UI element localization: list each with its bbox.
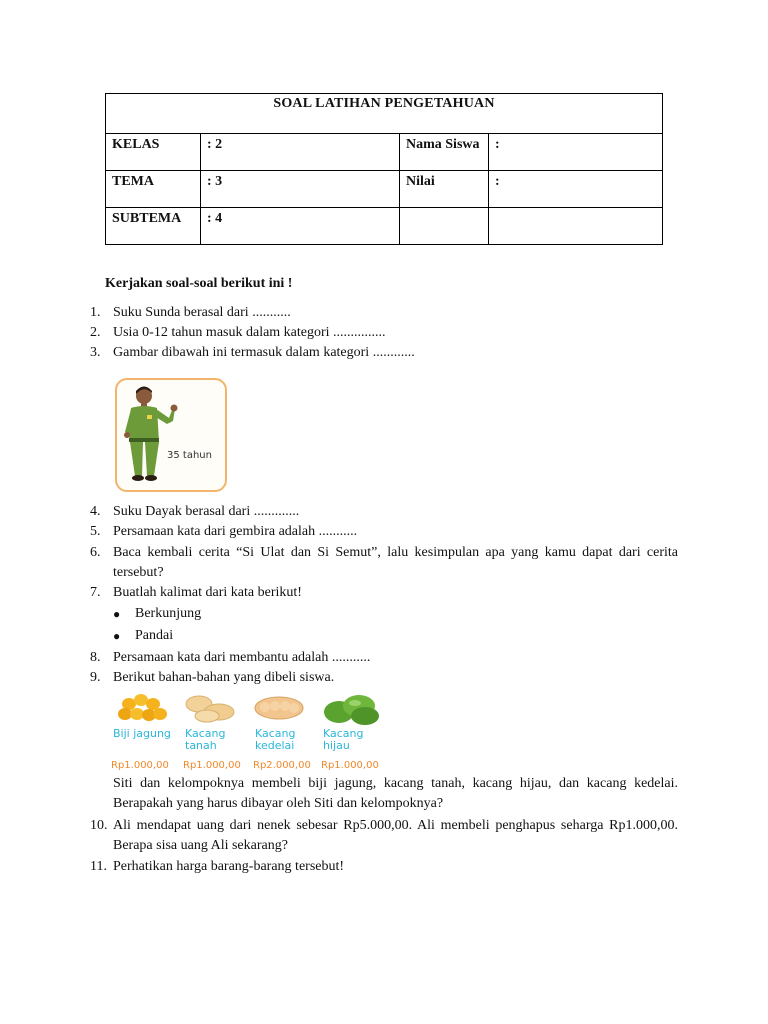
goods-price-list: [111, 690, 391, 775]
goods-item-kacang-kedelai: [253, 690, 323, 775]
goods-item-kacang-hijau: [321, 690, 391, 775]
question-text: Gambar dibawah ini termasuk dalam kategori ............: [113, 345, 415, 360]
label-kelas: KELAS: [106, 134, 201, 171]
age-label: 35 tahun: [167, 450, 212, 461]
question-number: 5.: [90, 524, 101, 539]
question-number: 11.: [90, 859, 107, 874]
label-nilai: Nilai: [400, 171, 489, 208]
goods-name: [185, 728, 226, 752]
instruction-text: Kerjakan soal-soal berikut ini !: [105, 276, 293, 291]
goods-price: Rp2.000,00: [253, 760, 311, 771]
goods-price: Rp1.000,00: [183, 760, 241, 771]
question-text: Buatlah kalimat dari kata berikut!: [113, 585, 302, 600]
bullet-text: Berkunjung: [135, 606, 202, 621]
question-text: Ali mendapat uang dari nenek sebesar Rp5.000,00. Ali membeli penghapus seharga Rp1.000,00. Berapa sisa uang Ali sekarang?: [113, 818, 678, 853]
value-subtema: : 4: [201, 208, 400, 245]
soybean-icon: [253, 690, 313, 726]
bullet-dot-icon: ●: [113, 607, 121, 621]
bullet-dot-icon: ●: [113, 629, 121, 643]
label-tema: TEMA: [106, 171, 201, 208]
question-text: Baca kembali cerita “Si Ulat dan Si Semut”, lalu kesimpulan apa yang kamu dapat dari cerita tersebut?: [113, 545, 678, 580]
goods-price: Rp1.000,00: [111, 760, 169, 771]
goods-name-line: hijau: [323, 739, 350, 752]
question-number: 1.: [90, 305, 101, 320]
header-table: [105, 93, 663, 245]
bullet-text: Pandai: [135, 628, 174, 643]
value-tema: : 3: [201, 171, 400, 208]
question-text: Persamaan kata dari gembira adalah ...........: [113, 524, 358, 539]
mung-bean-icon: [321, 690, 383, 728]
goods-name: [255, 728, 296, 752]
question-text: Perhatikan harga barang-barang tersebut!: [113, 859, 345, 874]
goods-name-line: Kacang: [255, 727, 296, 740]
person-picture-card: [115, 378, 227, 492]
empty-cell: [400, 208, 489, 245]
question-number: 8.: [90, 650, 101, 665]
question-text: Suku Sunda berasal dari ...........: [113, 305, 291, 320]
goods-item-biji-jagung: [111, 690, 181, 775]
question-9-paragraph: Siti dan kelompoknya membeli biji jagung, kacang tanah, kacang hijau, dan kacang kedelai. Berapakah yang harus dibayar oleh Siti dan kelompoknya?: [113, 776, 678, 811]
question-text: Suku Dayak berasal dari .............: [113, 504, 300, 519]
question-number: 4.: [90, 504, 101, 519]
question-number: 7.: [90, 585, 101, 600]
question-number: 10.: [90, 818, 108, 833]
goods-item-kacang-tanah: [183, 690, 253, 775]
question-number: 6.: [90, 545, 101, 560]
value-kelas: : 2: [201, 134, 400, 171]
goods-name-line: kedelai: [255, 739, 295, 752]
corn-kernels-icon: [115, 690, 175, 726]
question-number: 3.: [90, 345, 101, 360]
peanut-icon: [183, 690, 243, 726]
field-nilai[interactable]: :: [489, 171, 663, 208]
empty-cell: [489, 208, 663, 245]
goods-name-line: tanah: [185, 739, 217, 752]
question-number: 2.: [90, 325, 101, 340]
goods-name: [113, 728, 171, 740]
goods-price: Rp1.000,00: [321, 760, 379, 771]
adult-man-illustration: [117, 380, 225, 490]
question-text: Persamaan kata dari membantu adalah ...........: [113, 650, 371, 665]
question-number: 9.: [90, 670, 101, 685]
goods-name-line: Biji jagung: [113, 727, 171, 740]
goods-name-line: Kacang: [323, 727, 364, 740]
field-nama-siswa[interactable]: :: [489, 134, 663, 171]
label-nama-siswa: Nama Siswa: [400, 134, 489, 171]
worksheet-title: SOAL LATIHAN PENGETAHUAN: [106, 94, 663, 134]
goods-name-line: Kacang: [185, 727, 226, 740]
question-text: Usia 0-12 tahun masuk dalam kategori ...............: [113, 325, 386, 340]
question-text: Berikut bahan-bahan yang dibeli siswa.: [113, 670, 335, 685]
goods-name: [323, 728, 364, 752]
label-subtema: SUBTEMA: [106, 208, 201, 245]
